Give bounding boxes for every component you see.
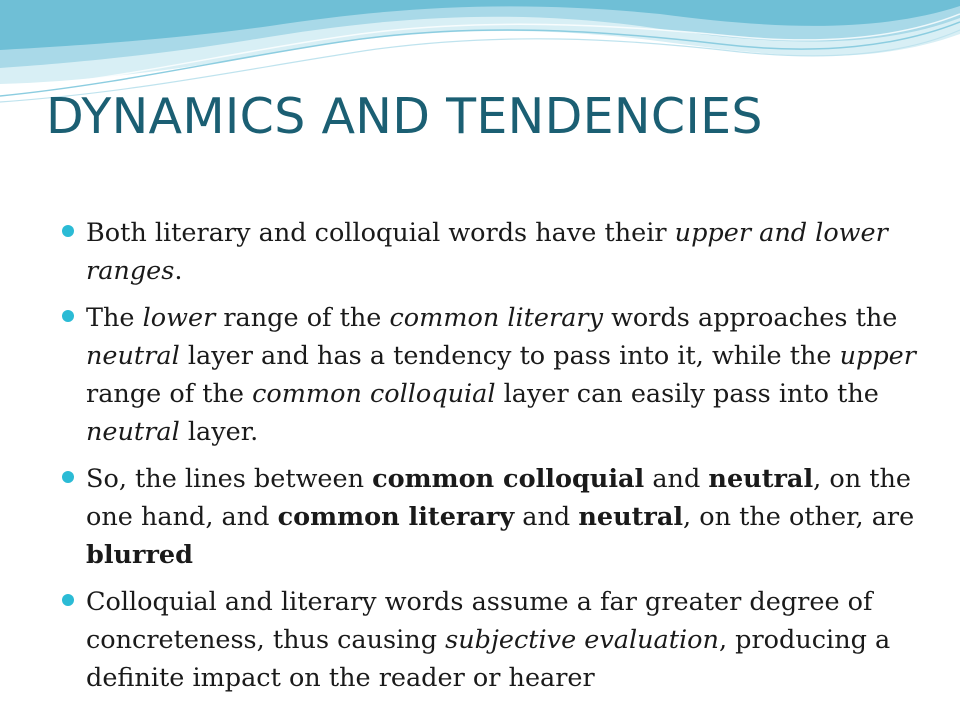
bullet-item	[60, 583, 920, 697]
text-run: range of the	[215, 303, 390, 333]
bullet-dot-icon	[62, 225, 74, 237]
text-run: layer can easily pass into the	[495, 379, 879, 409]
bullet-text	[86, 587, 890, 693]
text-run: blurred	[86, 540, 193, 570]
text-run: upper	[839, 341, 916, 371]
bullet-item	[60, 299, 920, 451]
text-run: neutral	[86, 341, 180, 371]
text-run: neutral	[708, 464, 814, 494]
text-run: layer and has a tendency to pass into it, while the	[179, 341, 840, 371]
slide-title: DYNAMICS AND TENDENCIES	[46, 88, 763, 145]
text-run: common literary	[277, 502, 515, 532]
text-run: The	[86, 303, 143, 333]
text-run: range of the	[86, 379, 253, 409]
text-run: common literary	[389, 303, 603, 333]
text-run: .	[174, 256, 183, 286]
text-run: , producing a definite impact on the reader or hearer	[86, 625, 891, 693]
bullet-dot-icon	[62, 471, 74, 483]
text-run: , on the other, are	[683, 502, 915, 532]
bullet-item	[60, 460, 920, 574]
text-run: common colloquial	[372, 464, 645, 494]
bullet-item	[60, 214, 920, 290]
bullet-text	[86, 464, 914, 570]
text-run: subjective evaluation	[445, 625, 719, 655]
text-run: layer.	[179, 417, 259, 447]
text-run: lower	[142, 303, 216, 333]
bullet-dot-icon	[62, 594, 74, 606]
bullet-text	[86, 303, 916, 447]
bullet-text	[86, 218, 888, 286]
text-run: upper and lower ranges	[86, 218, 888, 286]
text-run: neutral	[578, 502, 684, 532]
bullet-list	[60, 214, 920, 706]
text-run: common colloquial	[252, 379, 496, 409]
text-run: So, the lines between	[86, 464, 373, 494]
text-run: , on the one hand, and	[86, 464, 911, 532]
text-run: words approaches the	[603, 303, 898, 333]
bullet-dot-icon	[62, 310, 74, 322]
text-run: Both literary and colloquial words have their	[86, 218, 675, 248]
text-run: neutral	[86, 417, 180, 447]
text-run: and	[514, 502, 579, 532]
text-run: Colloquial and literary words assume a far greater degree of concreteness, thus causing	[86, 587, 873, 655]
text-run: and	[644, 464, 709, 494]
